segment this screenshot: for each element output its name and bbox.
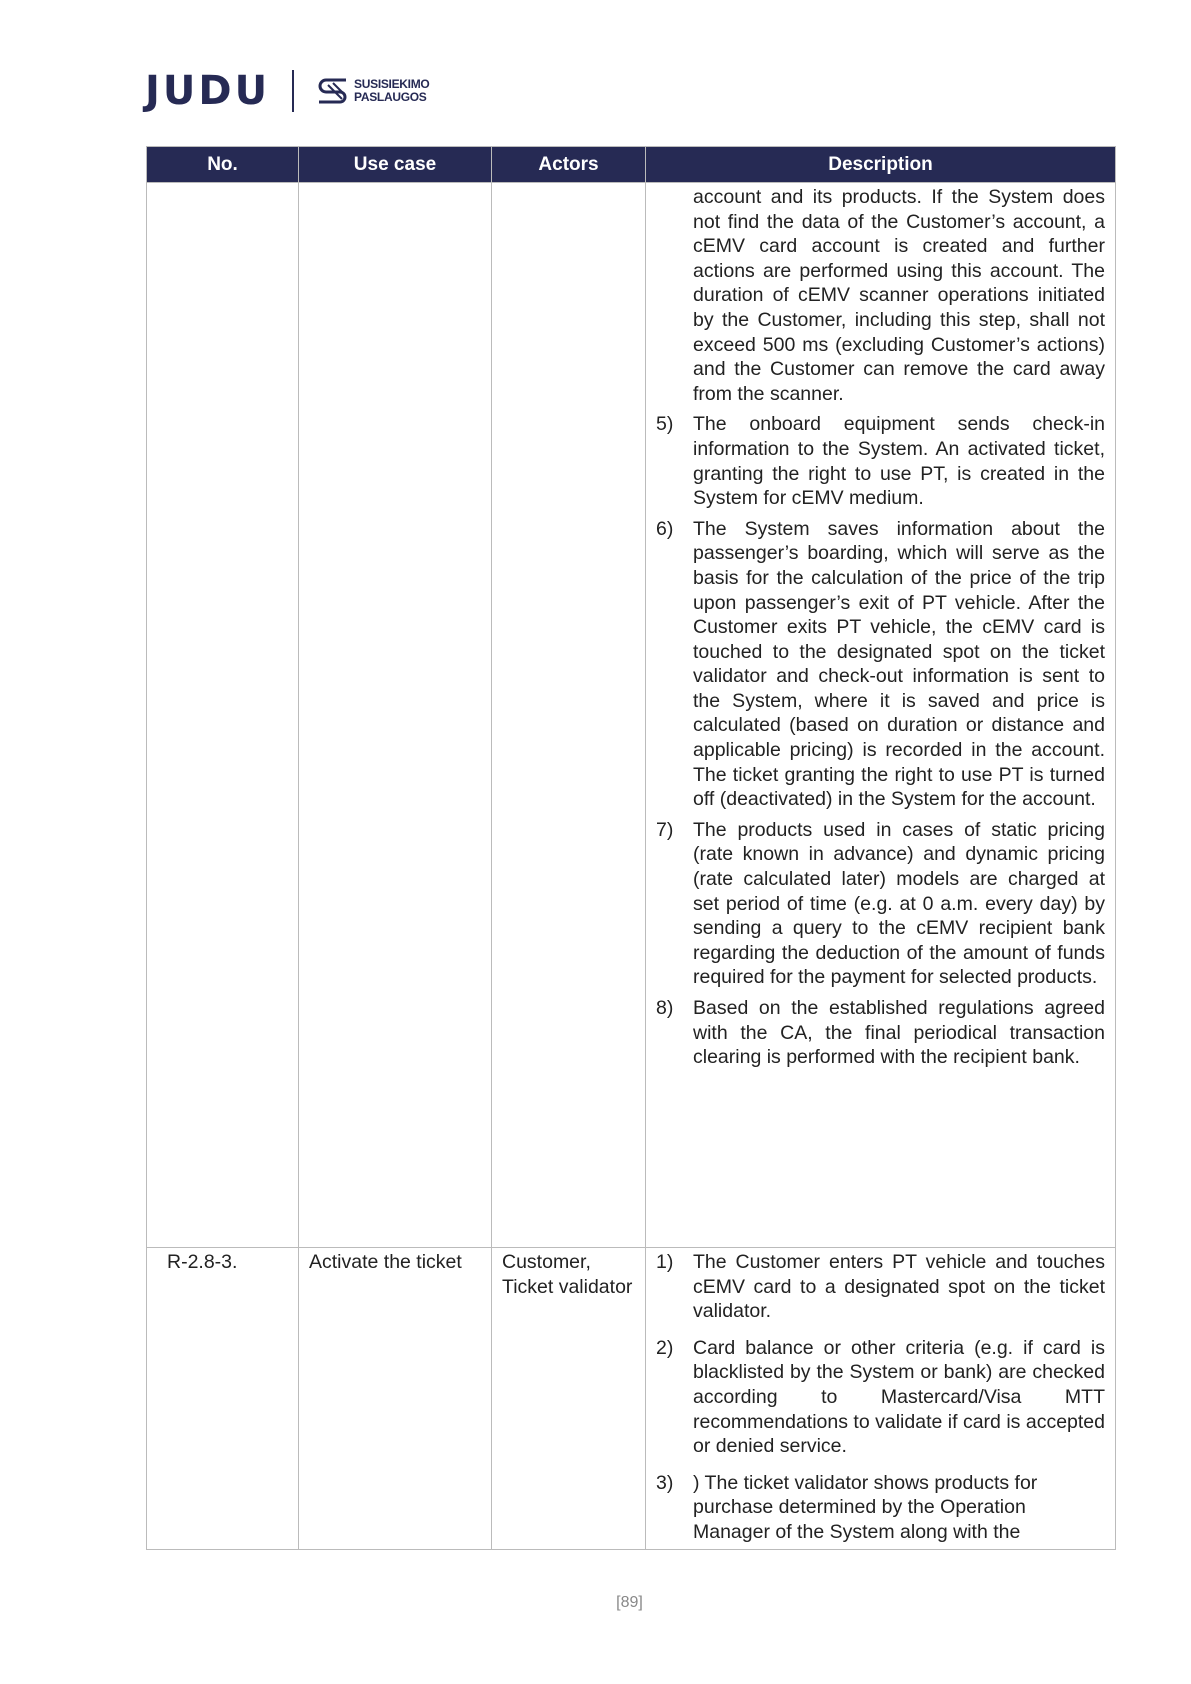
col-header-actors: Actors (492, 147, 646, 183)
step-text: ) The ticket validator shows products for purchase determined by the Operation Manager of the System along with the (693, 1471, 1038, 1543)
cell-description (646, 1248, 1116, 1550)
table-header (147, 147, 1116, 183)
col-header-no: No. (147, 147, 299, 183)
page-number: [89] (616, 1594, 643, 1611)
partner-logo-line2: PASLAUGOS (354, 90, 427, 104)
cell-actors: Customer, Ticket validator (492, 1248, 646, 1550)
step-text: The onboard equipment sends check-in information to the System. An activated ticket, granting the right to use PT, is created in the System for cEMV medium. (693, 413, 1105, 510)
cell-use-case (299, 183, 492, 1248)
step-item (656, 517, 1105, 812)
step-number: 7) (656, 818, 674, 841)
step-number: 5) (656, 413, 674, 436)
cell-actors (492, 183, 646, 1248)
step-item (656, 412, 1105, 510)
step-number: 6) (656, 517, 674, 540)
judu-logo: JUDU (145, 68, 271, 114)
step-text: The Customer enters PT vehicle and touches cEMV card to a designated spot on the ticket validator. (693, 1251, 1105, 1323)
step-text: The System saves information about the passenger’s boarding, which will serve as the basis for the calculation of the price of the trip upon passenger’s exit of PT vehicle. After the Customer exits PT vehicle, the cEMV card is touched to the designated spot on the ticket validator and check-out information is sent to the System, where it is saved and price is calculated (based on duration or distance and applicable pricing) is recorded in the account. The ticket granting the right to use PT is turned off (deactivated) in the System for the account. (693, 517, 1105, 811)
table-row (147, 183, 1116, 1248)
partner-logo-icon (316, 76, 350, 106)
step-item (656, 818, 1105, 990)
step-item (656, 1471, 1105, 1545)
step-item (656, 1250, 1105, 1324)
step-item (656, 996, 1105, 1070)
use-case-table (146, 146, 1116, 1550)
cell-no (147, 183, 299, 1248)
logo-divider (292, 70, 294, 112)
cell-no: R-2.8-3. (147, 1248, 299, 1550)
step-number: 2) (656, 1336, 674, 1359)
step-text: Based on the established regulations agreed with the CA, the final periodical transaction clearing is performed with the recipient bank. (693, 997, 1105, 1069)
step-text: The products used in cases of static pricing (rate known in advance) and dynamic pricing (rate calculated later) models are charged at set period of time (e.g. at 0 a.m. every day) by sending a query to the cEMV recipient bank regarding the deduction of the amount of funds required for the payment for selected products. (693, 818, 1105, 989)
cell-use-case: Activate the ticket (299, 1248, 492, 1550)
col-header-description: Description (646, 147, 1116, 183)
header-logos (145, 68, 429, 114)
step-item (656, 1336, 1105, 1459)
step-number: 8) (656, 997, 674, 1019)
table-row (147, 1248, 1116, 1550)
partner-logo-line1: SUSISIEKIMO (354, 77, 430, 91)
partner-logo (316, 76, 429, 106)
step-number: 3) (656, 1471, 674, 1494)
step-number: 1) (656, 1251, 674, 1273)
step-text: Card balance or other criteria (e.g. if card is blacklisted by the System or bank) are checked according to Mastercard/Visa MTT recommendations to validate if card is accepted or denied service. (693, 1336, 1105, 1458)
col-header-use-case: Use case (299, 147, 492, 183)
cell-description (646, 183, 1116, 1248)
description-continuation: account and its products. If the System does not find the data of the Customer’s account, a cEMV card account is created and further actions are performed using this account. The duration of cEMV scanner operations initiated by the Customer, including this step, shall not exceed 500 ms (excluding Customer’s actions) and the Customer can remove the card away from the scanner. (693, 186, 1105, 405)
